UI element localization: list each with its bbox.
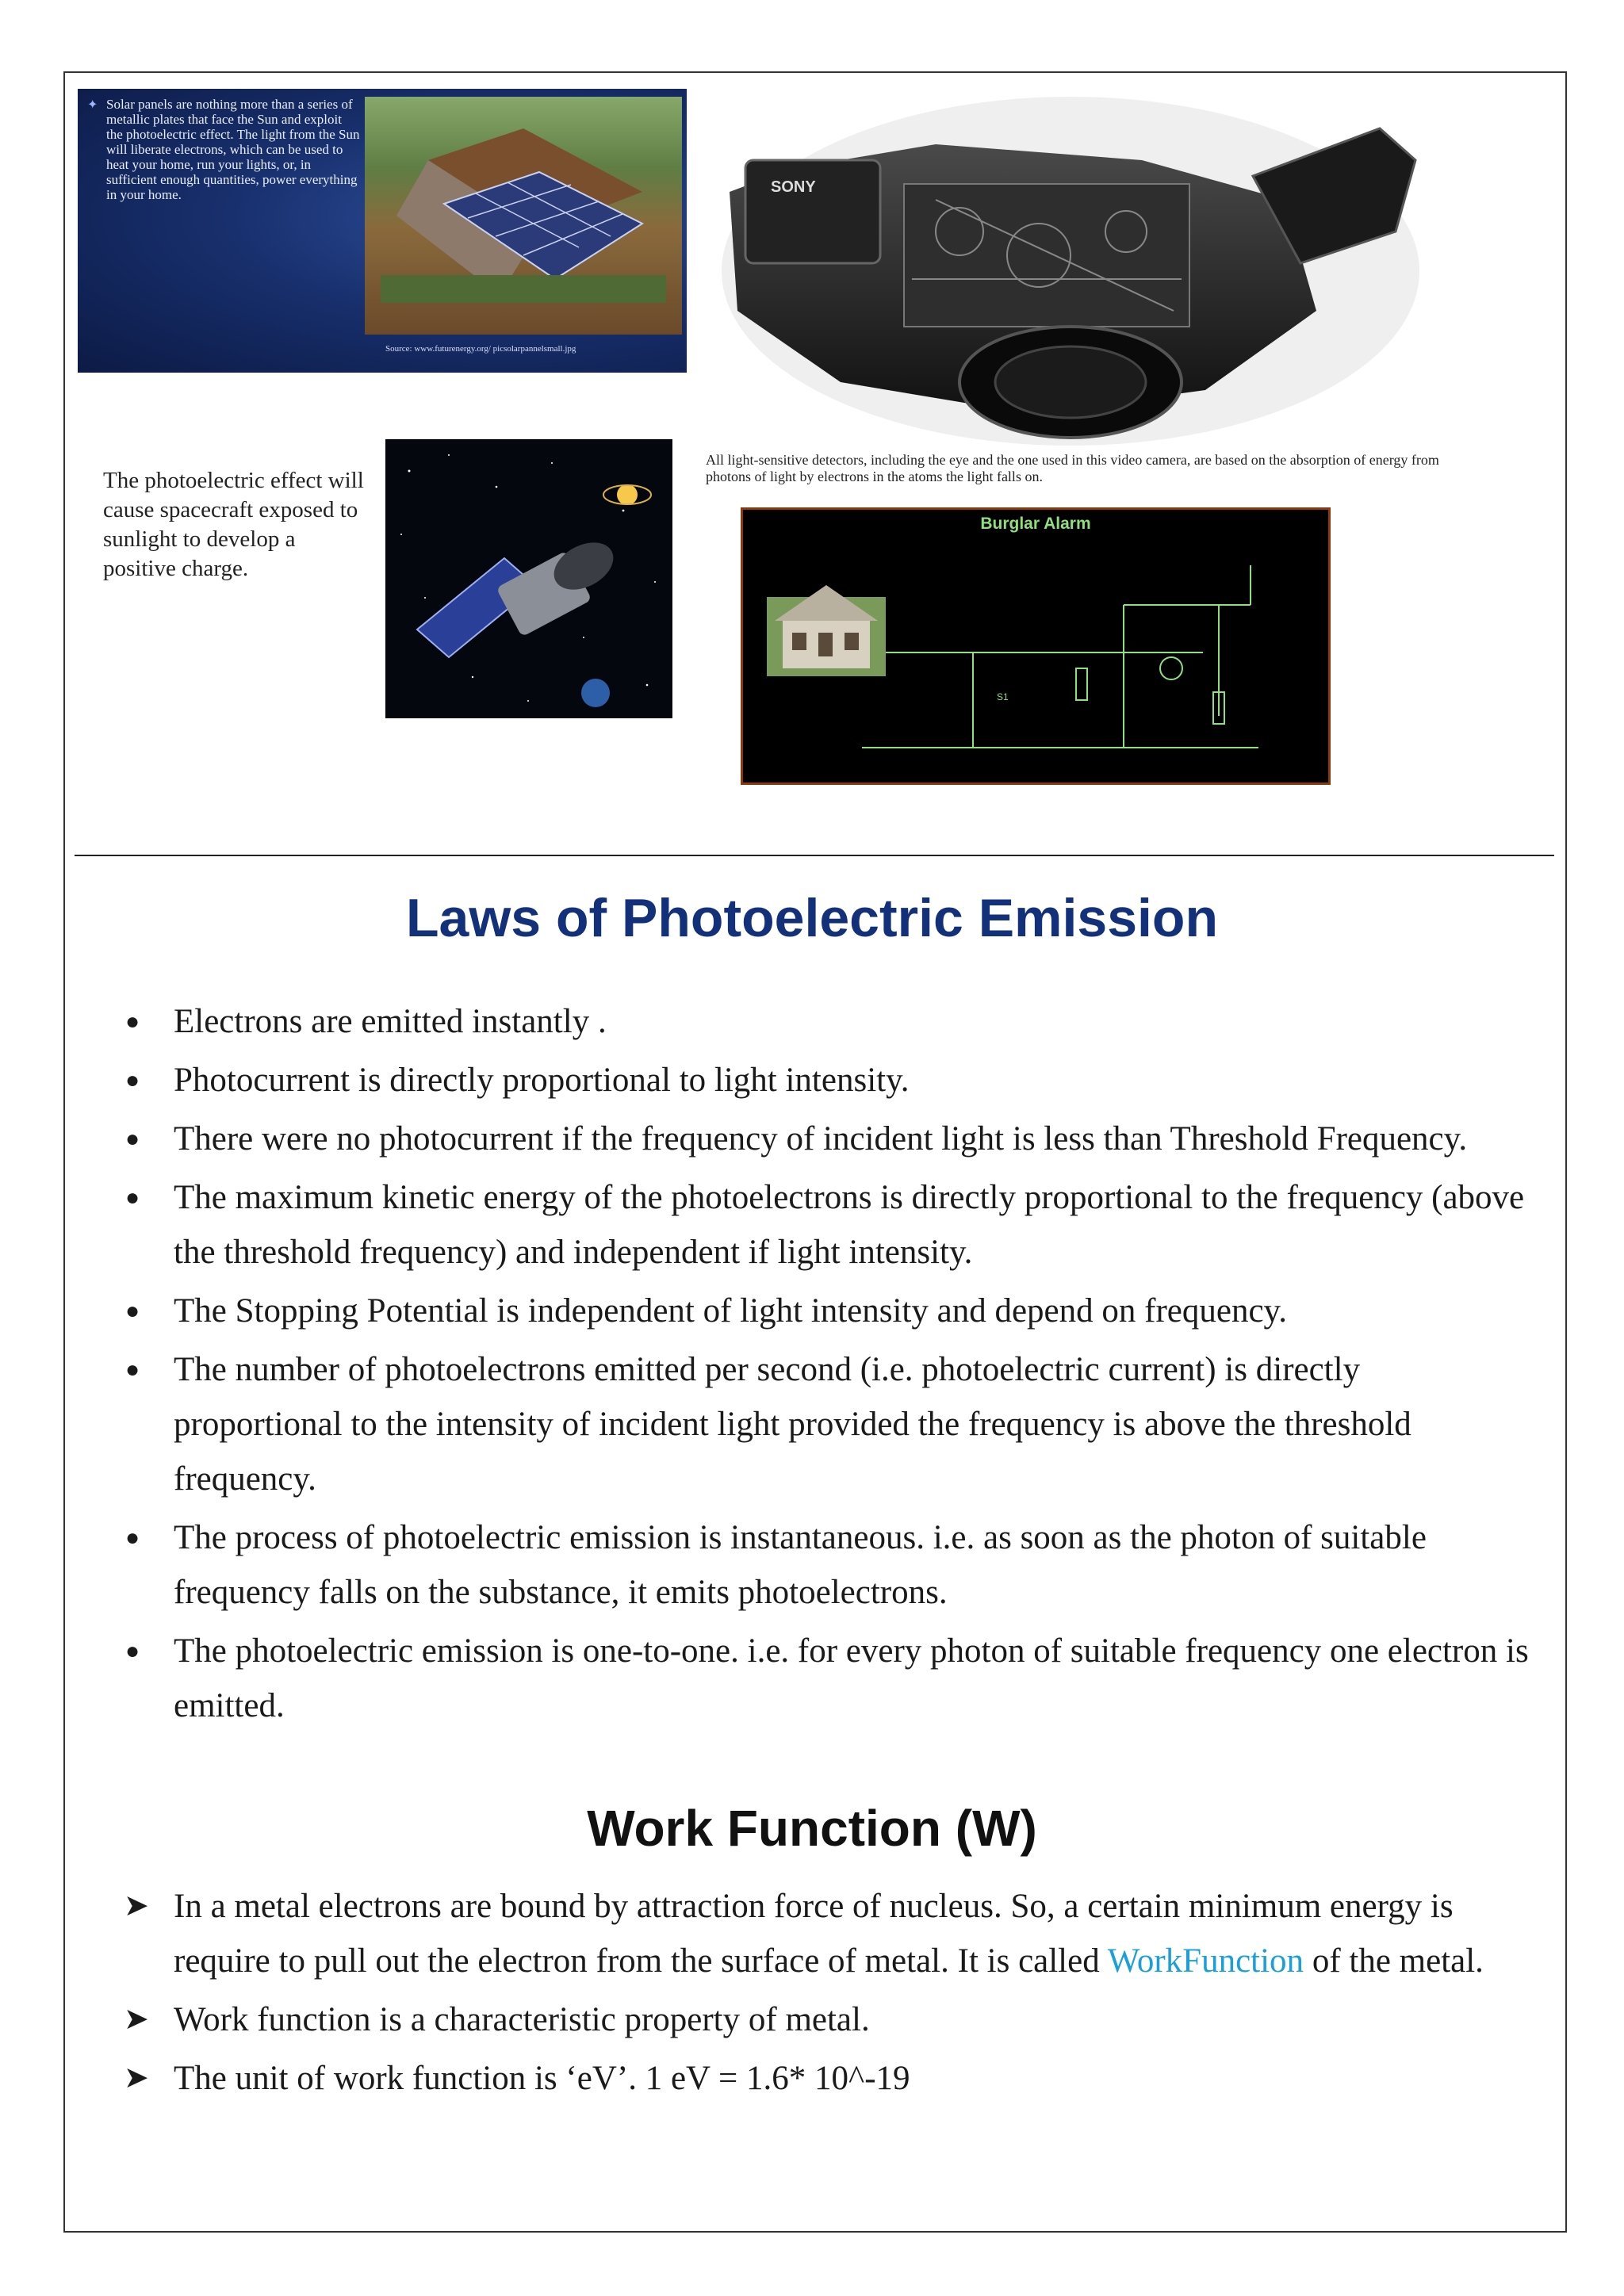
arrow-bullet-icon: ➤: [124, 2003, 149, 2036]
list-item-text: The number of photoelectrons emitted per second (i.e. photoelectric current) is directly proportional to the intensity of incident light provided the frequency is above the threshold frequency.: [174, 1351, 1411, 1498]
burglar-alarm-title: Burglar Alarm: [980, 515, 1091, 533]
video-camera-image: [698, 73, 1443, 446]
list-item: [0, 1112, 1624, 1166]
bullet-icon: ●: [125, 1525, 140, 1551]
solar-source-caption: Source: www.futurenergy.org/ picsolarpannelsmall.jpg: [385, 344, 576, 354]
solar-panel-text: Solar panels are nothing more than a series of metallic plates that face the Sun and exploit the photoelectric effect. The light from the Sun will liberate electrons, which can be used to heat your home, run your lights, or, in sufficient enough quantities, power everything in your home.: [106, 97, 360, 202]
list-item-text: In a metal electrons are bound by attraction force of nucleus. So, a certain minimum energy is require to pull out the electron from the surface of metal. It is called: [174, 1888, 1454, 1980]
list-item-text: of the metal.: [1304, 1942, 1484, 1980]
bullet-icon: ●: [125, 1298, 140, 1324]
solar-panel-image: [78, 89, 687, 373]
camera-brand-label: SONY: [771, 178, 816, 196]
bullet-icon: ●: [125, 1638, 140, 1664]
list-item: [0, 1284, 1624, 1338]
list-item: [0, 1510, 1624, 1620]
bullet-icon: ●: [125, 1008, 140, 1035]
list-item-text: The photoelectric emission is one-to-one. i.e. for every photon of suitable frequency one electron is emitted.: [174, 1632, 1529, 1724]
arrow-bullet-icon: ➤: [124, 1889, 149, 1923]
list-item: [0, 1342, 1624, 1506]
list-item: [0, 1053, 1624, 1108]
burglar-alarm-image: [741, 507, 1331, 785]
list-item-text: The process of photoelectric emission is instantaneous. i.e. as soon as the photon of suitable frequency falls on the substance, it emits photoelectrons.: [174, 1519, 1427, 1611]
video-camera-illustration: [698, 73, 1443, 446]
list-item: [0, 1992, 1624, 2047]
spacecraft-text: The photoelectric effect will cause spacecraft exposed to sunlight to develop a positive charge.: [103, 468, 364, 581]
list-item-text: The Stopping Potential is independent of light intensity and depend on frequency.: [174, 1292, 1287, 1330]
list-item-text: There were no photocurrent if the frequency of incident light is less than Threshold Frequency.: [174, 1120, 1468, 1158]
list-item: [0, 1624, 1624, 1733]
list-item-text: Work function is a characteristic property of metal.: [174, 2001, 870, 2038]
laws-list: [0, 994, 1624, 1737]
list-item: [0, 2051, 1624, 2106]
solar-roof-illustration: [381, 128, 666, 303]
work-function-list: [0, 1879, 1624, 2110]
laws-heading: Laws of Photoelectric Emission: [405, 888, 1219, 948]
list-item: [0, 1170, 1624, 1280]
bullet-icon: ●: [125, 1184, 140, 1211]
work-function-heading: Work Function (W): [587, 1800, 1037, 1857]
spacecraft-illustration: [385, 439, 672, 718]
bullet-icon: ●: [125, 1357, 140, 1383]
list-item-text: The maximum kinetic energy of the photoelectrons is directly proportional to the frequency (above the threshold frequency) and independent if light intensity.: [174, 1179, 1525, 1271]
solar-roof-photo: [365, 97, 682, 335]
list-item-text: Electrons are emitted instantly .: [174, 1003, 607, 1040]
spacecraft-image: [385, 439, 672, 718]
work-function-term: WorkFunction: [1107, 1942, 1304, 1980]
bullet-icon: ●: [125, 1126, 140, 1152]
list-item: [0, 1879, 1624, 1988]
list-item-text: The unit of work function is ‘eV’. 1 eV = 1.6* 10^-19: [174, 2060, 910, 2097]
diamond-bullet-icon: ✦: [87, 98, 98, 112]
camera-caption: All light-sensitive detectors, including the eye and the one used in this video camera, are based on the absorption of energy from photons of light by electrons in the atoms the light falls on.: [706, 452, 1439, 484]
arrow-bullet-icon: ➤: [124, 2061, 149, 2095]
svg-text:S1: S1: [997, 691, 1009, 702]
bullet-icon: ●: [125, 1067, 140, 1093]
list-item-text: Photocurrent is directly proportional to light intensity.: [174, 1062, 910, 1099]
section-divider: [75, 855, 1554, 856]
list-item: [0, 994, 1624, 1049]
burglar-alarm-circuit: [743, 510, 1328, 783]
